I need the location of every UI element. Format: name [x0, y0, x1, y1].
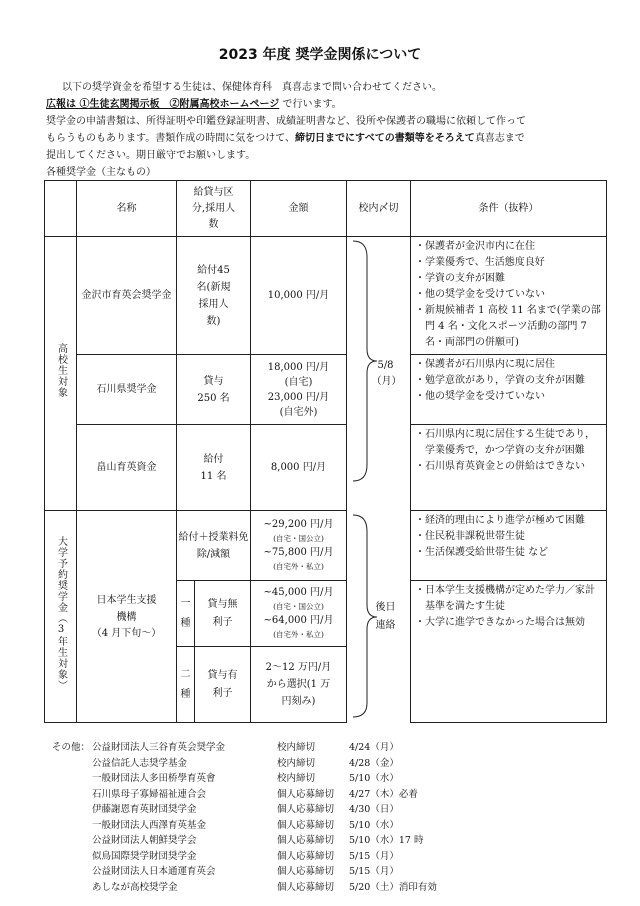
list-item: [52, 849, 437, 865]
row-name: 畠山育英資金: [77, 425, 177, 511]
deadline-kind: 校内締切: [277, 757, 316, 769]
jasso-r2-kind: [177, 581, 195, 647]
condition-item: ・保護者が金沢市内に在住: [415, 241, 535, 252]
deadline-kind: 個人応募締切: [277, 819, 335, 831]
deadline-cell-2: [347, 511, 411, 723]
jasso-r3-kind-text: 二種: [180, 668, 191, 700]
condition-item: ・石川県育英資金との併給はできない: [415, 461, 585, 472]
deadline-date: 4/27（木）必着: [349, 788, 418, 800]
jasso-r2-amount: [251, 581, 347, 647]
jasso-r1-amount: [251, 511, 347, 581]
intro-line-5: 提出してください。期日厳守でお願いします。: [46, 150, 256, 161]
list-item: [52, 833, 437, 849]
header-conditions: 条件（抜粋）: [411, 181, 607, 237]
jasso-r3-amount-text: 2〜12 万円/月から選択(1 万円刻み): [265, 662, 332, 707]
amount-away-note: (自宅外): [279, 406, 318, 418]
deadline-kind: 個人応募締切: [277, 850, 335, 862]
row-amount: [251, 355, 347, 425]
list-item: [52, 756, 437, 772]
row-type-text: 給付11 名: [200, 453, 227, 482]
others-label-spacer: [52, 771, 92, 787]
intro-line-1: 以下の奨学資金を希望する生徒は、保健体育科 真喜志まで問い合わせてください。: [62, 82, 442, 93]
scholarship-name: 似鳥国際奨学財団奨学金: [92, 850, 197, 862]
jasso-period: （4 月下旬〜）: [91, 627, 162, 639]
amount-home-note: (自宅): [284, 376, 313, 388]
deadline-kind: 個人応募締切: [277, 835, 335, 846]
condition-item: ・大学に進学できなかった場合は無効: [415, 617, 585, 628]
amount-c: ~75,800 円/月: [263, 546, 334, 558]
deadline-kind: 個人応募締切: [277, 804, 335, 815]
deadline-date: 4/28（金）: [349, 757, 399, 769]
deadline-cell-1: [347, 237, 411, 511]
condition-item: ・他の奨学金を受けていない: [415, 289, 545, 300]
condition-item: ・生活保護受給世帯生徒 など: [415, 547, 549, 558]
header-deadline: 校内〆切: [347, 181, 411, 237]
row-name: 石川県奨学金: [77, 355, 177, 425]
table-row: [45, 355, 607, 425]
list-item: [52, 880, 437, 896]
intro-line-4: [46, 130, 606, 147]
deadline-kind: 個人応募締切: [277, 788, 335, 800]
others-label-spacer: [52, 833, 92, 849]
brace-icon: [347, 511, 411, 721]
row-type: [177, 425, 251, 511]
header-name: 名称: [77, 181, 177, 237]
condition-item: ・新規候補者 1 高校 11 名まで(学業の部門 4 名・文化スポーツ活動の部門 7 名・両部門の併願可): [415, 305, 601, 348]
other-scholarships-list: [52, 740, 437, 895]
jasso-r1-conditions: [411, 511, 607, 581]
intro-line-4-end: 真喜志まで: [474, 133, 525, 144]
others-label-spacer: [52, 864, 92, 880]
group-university: [45, 511, 77, 723]
jasso-r1-type-text: 給付＋授業料免除/減額: [178, 531, 249, 560]
condition-item: ・学資の支弁が困難: [415, 273, 505, 284]
page-title: 2023 年度 奨学金関係について: [218, 47, 422, 63]
amount-a: ~45,000 円/月: [263, 586, 334, 598]
others-label-spacer: [52, 756, 92, 772]
condition-item: ・日本学生支援機構が定めた学力／家計基準を満たす生徒: [415, 585, 595, 612]
scholarship-name: 石川県母子寡婦福祉連合会: [92, 788, 207, 800]
row-name: 金沢市育英会奨学金: [77, 237, 177, 355]
scholarship-table: [44, 180, 607, 723]
deadline-date: 5/15（月）: [349, 866, 399, 877]
intro-line-3: 奨学金の申請書類は、所得証明や印鑑登録証明書、成績証明書など、役所や保護者の職場に依頼して作って: [46, 116, 526, 127]
scholarship-name: 一般財団法人西澤育英基金: [92, 819, 207, 831]
amount-away: 23,000 円/月: [267, 391, 330, 403]
publicity-tail: で行います。: [279, 99, 342, 110]
jasso-r2-kind-text: 一種: [180, 597, 191, 629]
jasso-name-cell: [77, 511, 177, 723]
jasso-r3-amount: [251, 647, 347, 723]
list-item: [52, 771, 437, 787]
other-scholarships: [52, 740, 437, 895]
header-amount: 金額: [251, 181, 347, 237]
group-high-school-label: 高校生対象: [55, 343, 67, 398]
others-label-spacer: [52, 849, 92, 865]
scholarship-name: 一般財団法人多田桥學育英會: [92, 773, 216, 784]
deadline-date: 4/30（日）: [349, 804, 399, 815]
brace-icon: [347, 237, 411, 485]
row-type-text: 給付45 名(新規採用人数): [196, 264, 231, 327]
table-header-row: [45, 181, 607, 237]
table-row: [45, 511, 607, 581]
others-label-spacer: [52, 802, 92, 818]
others-label: その他：: [52, 742, 91, 753]
deadline-date: 5/20（土）消印有効: [349, 881, 437, 893]
jasso-name: 日本学生支援機構: [96, 594, 157, 623]
scholarship-name: 伊藤謝恩育英財団奨学金: [92, 804, 197, 815]
row-type: [177, 237, 251, 355]
header-type-text: 給貸与区分,採用人数: [191, 186, 236, 230]
row-amount: 8,000 円/月: [251, 425, 347, 511]
jasso-r2-type-text: 貸与無利子: [207, 598, 238, 628]
deadline-1: 5/8（月）: [371, 359, 402, 387]
row-conditions: [411, 237, 607, 355]
condition-item: ・勉学意欲があり，学資の支弁が困難: [415, 375, 585, 386]
scholarship-name: 公益財団法人朝鮮奨学会: [92, 835, 197, 846]
deadline-kind: 校内締切: [277, 773, 316, 784]
condition-item: ・学業優秀で、生活態度良好: [415, 257, 545, 268]
deadline-date: 4/24（月）: [349, 742, 399, 753]
list-item: [52, 818, 437, 834]
jasso-r1-type: [177, 511, 251, 581]
deadline-date: 5/10（水）: [349, 819, 399, 831]
publicity-notice: 広報は ①生徒玄関掲示板 ②附属高校ホームページ: [46, 99, 280, 110]
jasso-r23-conditions: [411, 581, 607, 723]
deadline-kind: 校内締切: [277, 742, 316, 753]
others-label-spacer: [52, 787, 92, 803]
scholarship-name: 公益財団法人日本通運育英会: [92, 866, 216, 877]
others-label-spacer: [52, 818, 92, 834]
intro-line-2: [46, 96, 606, 113]
amount-c: ~64,000 円/月: [263, 614, 334, 626]
table-row: [45, 237, 607, 355]
scholarship-name: あしなが高校奨学金: [92, 881, 178, 893]
row-conditions: [411, 355, 607, 425]
scholarship-name: 公益信託人志奨学基金: [92, 757, 188, 769]
jasso-r3-type-text: 貸与有利子: [207, 669, 238, 699]
intro-line-4-a: もらうものもあります。書類作成の時間に気をつけて、: [46, 133, 295, 144]
group-high-school: [45, 237, 77, 511]
list-item: [52, 787, 437, 803]
row-type: [177, 355, 251, 425]
table-caption: 各種奨学金（主なもの）: [46, 167, 156, 178]
condition-item: ・経済的理由により進学が極めて困難: [415, 515, 585, 526]
amount-c-note: (自宅外・私立): [273, 629, 324, 639]
amount-c-note: (自宅外・私立): [273, 561, 324, 571]
header-type: [177, 181, 251, 237]
amount-a-note: (自宅・国公立): [273, 601, 324, 611]
deadline-kind: 個人応募締切: [277, 881, 335, 893]
amount-home: 18,000 円/月: [267, 361, 330, 373]
deadline-date: 5/15（月）: [349, 850, 399, 862]
condition-item: ・住民税非課税世帯生徒: [415, 531, 525, 542]
condition-item: ・石川県内に現に居住する生徒であり，学業優秀で，かつ学資の支弁が困難: [415, 429, 595, 456]
deadline-date: 5/10（水）: [349, 773, 399, 784]
condition-item: ・保護者が石川県内に現に居住: [415, 359, 555, 370]
amount-a-note: (自宅・国公立): [273, 533, 324, 543]
table-row: [45, 425, 607, 511]
scholarship-name: 公益財団法人三谷育英会奨学金: [92, 742, 226, 753]
jasso-r3-type: [195, 647, 251, 723]
row-type-text: 貸与250 名: [197, 375, 230, 404]
condition-item: ・他の奨学金を受けていない: [415, 391, 545, 402]
deadline-date: 5/10（水）17 時: [349, 835, 424, 846]
header-group: [45, 181, 77, 237]
list-item: [52, 802, 437, 818]
group-university-label: 大学予約奨学金（3年生対象）: [55, 536, 67, 691]
list-item: [52, 740, 437, 756]
jasso-r3-kind: [177, 647, 195, 723]
row-amount: 10,000 円/月: [251, 237, 347, 355]
others-label-spacer: [52, 880, 92, 896]
amount-a: ~29,200 円/月: [263, 518, 334, 530]
deadline-2: 後日連絡: [375, 601, 396, 631]
jasso-r2-type: [195, 581, 251, 647]
intro-line-4-bold: 締切日までにすべての書類等をそろえて: [295, 133, 475, 144]
deadline-kind: 個人応募締切: [277, 866, 335, 877]
row-conditions: [411, 425, 607, 511]
list-item: [52, 864, 437, 880]
